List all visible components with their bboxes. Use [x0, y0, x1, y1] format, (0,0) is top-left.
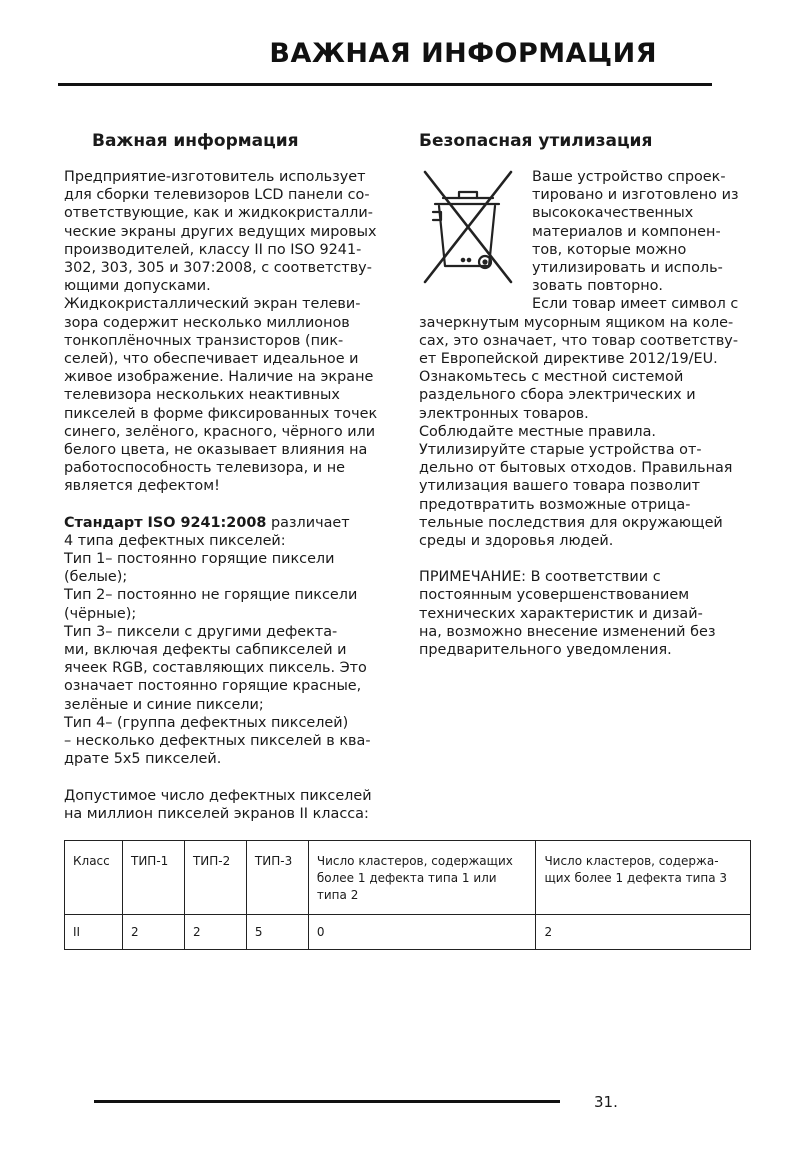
text-line: ответствующие, как и жидкокристалли-	[64, 205, 373, 222]
table-header-row	[65, 841, 751, 915]
table-header-cell: ТИП-3	[246, 841, 308, 915]
text-line: Тип 4– (группа дефектных пикселей)	[64, 714, 349, 731]
text-line: утилизировать и исполь-	[532, 260, 723, 277]
left-heading: Важная информация	[92, 131, 299, 151]
text-line: дельно от бытовых отходов. Правильная	[419, 460, 733, 477]
text-line: 302, 303, 305 и 307:2008, с соответству-	[64, 260, 372, 277]
defect-pixels-table	[64, 840, 751, 950]
text-line: Тип 2– постоянно не горящие пиксели	[64, 587, 358, 604]
text-line: предварительного уведомления.	[419, 642, 672, 659]
intro-paragraph	[64, 168, 394, 496]
table-header-cell: Число кластеров, содержа-щих более 1 дефекта типа 3	[536, 841, 751, 915]
text-line: Предприятие-изготовитель использует	[64, 169, 366, 185]
table-cell: 2	[184, 915, 246, 950]
right-column	[419, 130, 754, 659]
table-header-cell: Число кластеров, содержащих более 1 дефекта типа 1 или типа 2	[308, 841, 536, 915]
standard-heading-rest: различает	[266, 514, 350, 531]
text-line: телевизора нескольких неактивных	[64, 387, 340, 404]
text-line: Тип 3– пиксели с другими дефекта-	[64, 623, 338, 640]
text-line: (белые);	[64, 569, 128, 586]
text-line: сах, это означает, что товар соответству-	[419, 332, 739, 349]
text-line: ПРИМЕЧАНИЕ: В соответствии с	[419, 569, 661, 586]
table-header-cell: Класс	[65, 841, 123, 915]
text-line: белого цвета, не оказывает влияния на	[64, 442, 368, 459]
text-line: тельные последствия для окружающей	[419, 514, 723, 531]
text-line: Утилизируйте старые устройства от-	[419, 442, 702, 459]
text-line: Допустимое число дефектных пикселей	[64, 787, 372, 804]
text-line: зачеркнутым мусорным ящиком на коле-	[419, 314, 734, 331]
text-line: на, возможно внесение изменений без	[419, 623, 716, 640]
crossed-out-wheelie-bin-icon	[419, 168, 517, 288]
text-line: утилизация вашего товара позволит	[419, 478, 701, 495]
text-line: производителей, классу II по ISO 9241-	[64, 241, 362, 258]
standard-paragraph	[64, 514, 394, 769]
text-line	[64, 514, 394, 532]
text-line: Соблюдайте местные правила.	[419, 423, 656, 440]
table-cell: 0	[308, 915, 536, 950]
text-line: 4 типа дефектных пикселей:	[64, 532, 286, 549]
text-line: Тип 1– постоянно горящие пиксели	[64, 551, 335, 568]
text-line: пикселей в форме фиксированных точек	[64, 405, 378, 422]
standard-heading: Стандарт ISO 9241:2008	[64, 514, 267, 531]
text-line: драте 5х5 пикселей.	[64, 751, 222, 768]
text-line: Ознакомьтесь с местной системой	[419, 369, 684, 386]
text-line: (чёрные);	[64, 605, 137, 622]
text-line: тонкоплёночных транзисторов (пик-	[64, 332, 344, 349]
text-line: Ваше устройство спроек-	[532, 169, 726, 185]
text-line: синего, зелёного, красного, чёрного или	[64, 423, 376, 440]
left-column	[64, 130, 394, 823]
text-line: среды и здоровья людей.	[419, 533, 614, 550]
disposal-body	[419, 314, 754, 551]
text-line: является дефектом!	[64, 478, 220, 495]
text-line: раздельного сбора электрических и	[419, 387, 696, 404]
text-line: тировано и изготовлено из	[532, 187, 739, 204]
text-line: на миллион пикселей экранов II класса:	[64, 805, 369, 822]
page-number: 31.	[594, 1093, 618, 1111]
text-line: ячеек RGB, составляющих пиксель. Это	[64, 660, 367, 677]
text-line: тов, которые можно	[532, 241, 687, 258]
footer-rule	[94, 1100, 560, 1103]
note-paragraph	[419, 568, 754, 659]
text-line: зелёные и синие пиксели;	[64, 696, 264, 713]
table-cell: 2	[122, 915, 184, 950]
text-line: материалов и компонен-	[532, 223, 721, 240]
text-line: предотвратить возможные отрица-	[419, 496, 691, 513]
text-line: электронных товаров.	[419, 405, 589, 422]
header-rule	[58, 83, 712, 86]
text-line: постоянным усовершенствованием	[419, 587, 690, 604]
text-line: работоспособность телевизора, и не	[64, 460, 345, 477]
text-line: зора содержит несколько миллионов	[64, 314, 350, 331]
table-row	[65, 915, 751, 950]
page-header-title: ВАЖНАЯ ИНФОРМАЦИЯ	[269, 38, 657, 69]
text-line: селей), что обеспечивает идеальное и	[64, 351, 359, 368]
allowed-paragraph	[64, 787, 394, 823]
text-line: высококачественных	[532, 205, 694, 222]
text-line: ми, включая дефекты сабпикселей и	[64, 642, 347, 659]
right-heading: Безопасная утилизация	[419, 131, 653, 151]
table-header-cell: ТИП-2	[184, 841, 246, 915]
text-line: ющими допусками.	[64, 278, 211, 295]
table-cell: II	[65, 915, 123, 950]
text-line: ческие экраны других ведущих мировых	[64, 223, 377, 240]
text-line: зовать повторно.	[532, 278, 663, 295]
text-line: ет Европейской директиве 2012/19/EU.	[419, 351, 718, 368]
table-header-cell: ТИП-1	[122, 841, 184, 915]
text-line: Жидкокристаллический экран телеви-	[64, 296, 361, 313]
text-line: – несколько дефектных пикселей в ква-	[64, 733, 371, 750]
text-line: технических характеристик и дизай-	[419, 605, 703, 622]
text-line: означает постоянно горящие красные,	[64, 678, 362, 695]
table-cell: 5	[246, 915, 308, 950]
text-line: для сборки телевизоров LCD панели со-	[64, 187, 370, 204]
text-line: Если товар имеет символ с	[532, 296, 739, 313]
table-cell: 2	[536, 915, 751, 950]
text-line: живое изображение. Наличие на экране	[64, 369, 374, 386]
